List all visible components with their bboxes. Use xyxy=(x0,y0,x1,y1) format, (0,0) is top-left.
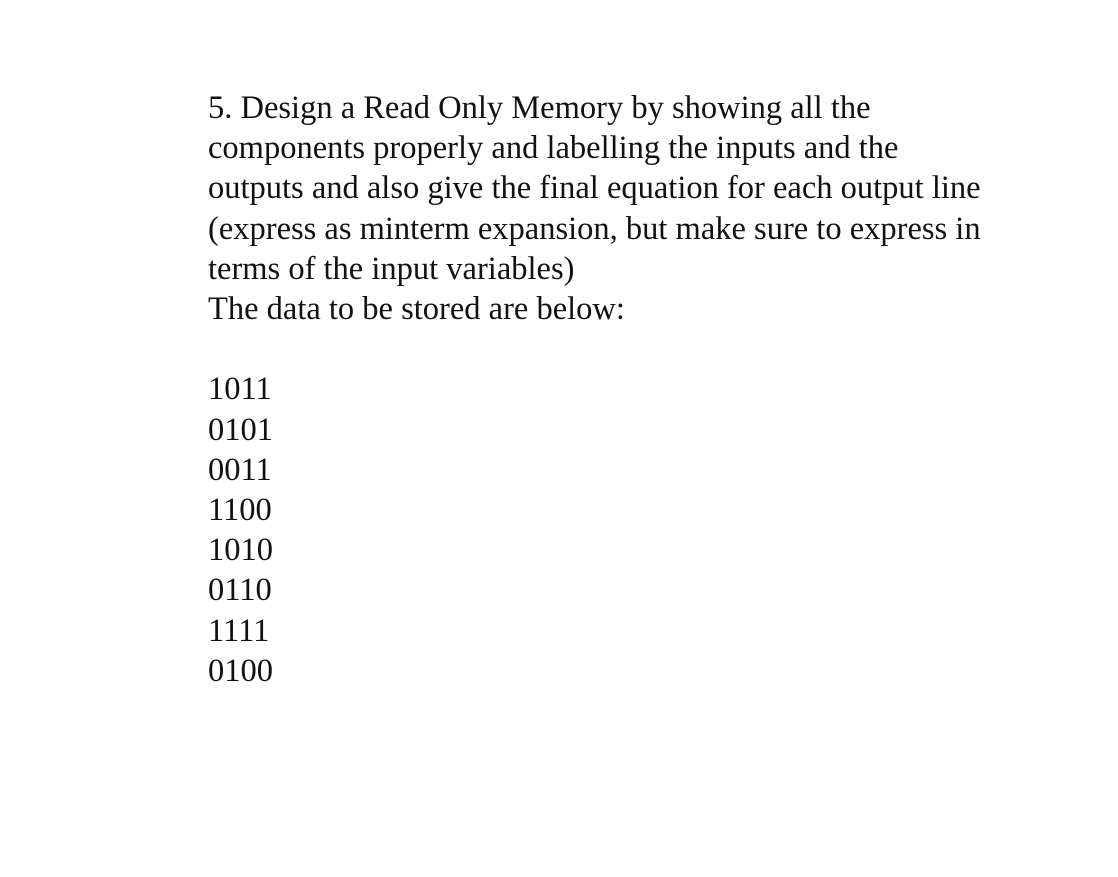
document-body xyxy=(208,88,1088,691)
data-word: 1100 xyxy=(208,492,272,529)
data-word: 1011 xyxy=(208,371,272,408)
data-word: 1111 xyxy=(208,612,270,649)
question-text xyxy=(208,88,1088,329)
question-line: The data to be stored are below: xyxy=(208,291,625,328)
question-line: (express as minterm expansion, but make sure to express in xyxy=(208,210,981,247)
question-line: terms of the input variables) xyxy=(208,250,575,287)
question-line: outputs and also give the final equation for each output line xyxy=(208,170,981,207)
spacer xyxy=(208,329,1088,369)
data-word: 0101 xyxy=(208,411,273,448)
stored-data-list xyxy=(208,369,1088,691)
data-word: 0100 xyxy=(208,652,273,689)
data-word: 0011 xyxy=(208,451,272,488)
question-line: 5. Design a Read Only Memory by showing all the xyxy=(208,90,871,126)
data-word: 1010 xyxy=(208,532,273,569)
data-word: 0110 xyxy=(208,572,272,609)
question-line: components properly and labelling the inputs and the xyxy=(208,130,899,167)
